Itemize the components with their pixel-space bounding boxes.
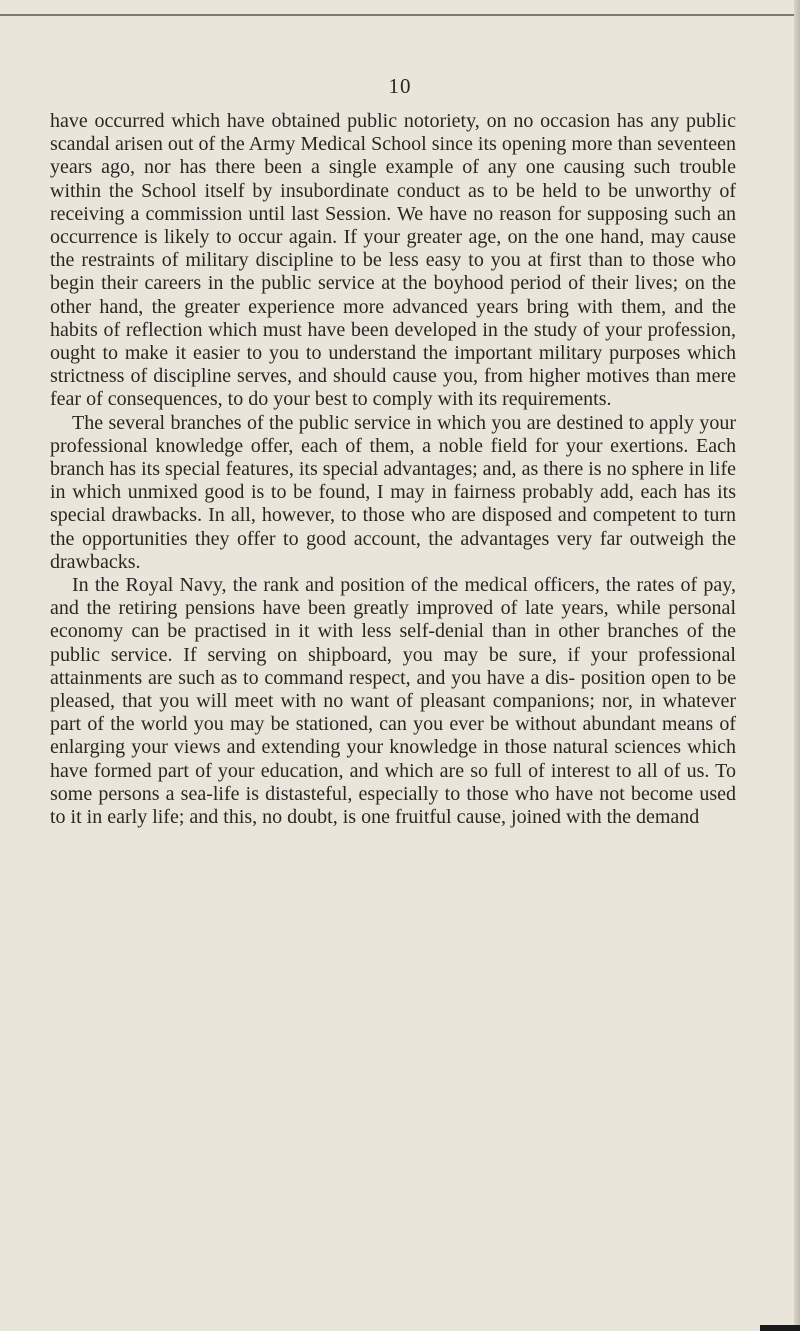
- paragraph-2: The several branches of the public service in which you are destined to apply your professional knowledge offer, each of them, a noble field for your exertions. Each branch has its special features, its special advantages; and, as there is no sphere in life in which unmixed good is to be found, I may in fairness probably add, each has its special drawbacks. In all, however, to those who are disposed and competent to turn the opportunities they offer to good account, the advantages very far outweigh the drawbacks.: [50, 411, 736, 573]
- scan-page-edge: [794, 0, 800, 1331]
- paragraph-1: have occurred which have obtained public notoriety, on no occasion has any public scandal arisen out of the Army Medical School since its opening more than seventeen years ago, nor has there been a single example of any one causing such trouble within the School itself by insubordinate conduct as to be held to be unworthy of receiving a commission until last Session. We have no reason for supposing such an occurrence is likely to occur again. If your greater age, on the one hand, may cause the restraints of military discipline to be less easy to you at first than to those who begin their careers in the public service at the boyhood period of their lives; on the other hand, the greater experience more advanced years bring with them, and the habits of reflection which must have been developed in the study of your profession, ought to make it easier to you to understand the important military purposes which strictness of discipline serves, and should cause you, from higher motives than mere fear of consequences, to do your best to comply with its requirements.: [50, 110, 736, 411]
- scan-corner-mark: [760, 1325, 800, 1331]
- body-text: [50, 110, 736, 829]
- page-number: 10: [388, 74, 412, 98]
- paragraph-3: In the Royal Navy, the rank and position of the medical officers, the rates of pay, and the retiring pensions have been greatly improved of late years, while personal economy can be practised in it with less self-denial than in other branches of the public service. If serving on shipboard, you may be sure, if your professional attainments are such as to command respect, and you have a dis- position open to be pleased, that you will meet with no want of pleasant companions; nor, in whatever part of the world you may be stationed, can you ever be without abundant means of enlarging your views and extending your knowledge in those natural sciences which have formed part of your education, and which are so full of interest to all of us. To some persons a sea-life is distasteful, especially to those who have not become used to it in early life; and this, no doubt, is one fruitful cause, joined with the demand: [50, 574, 736, 829]
- scan-top-border: [0, 14, 800, 16]
